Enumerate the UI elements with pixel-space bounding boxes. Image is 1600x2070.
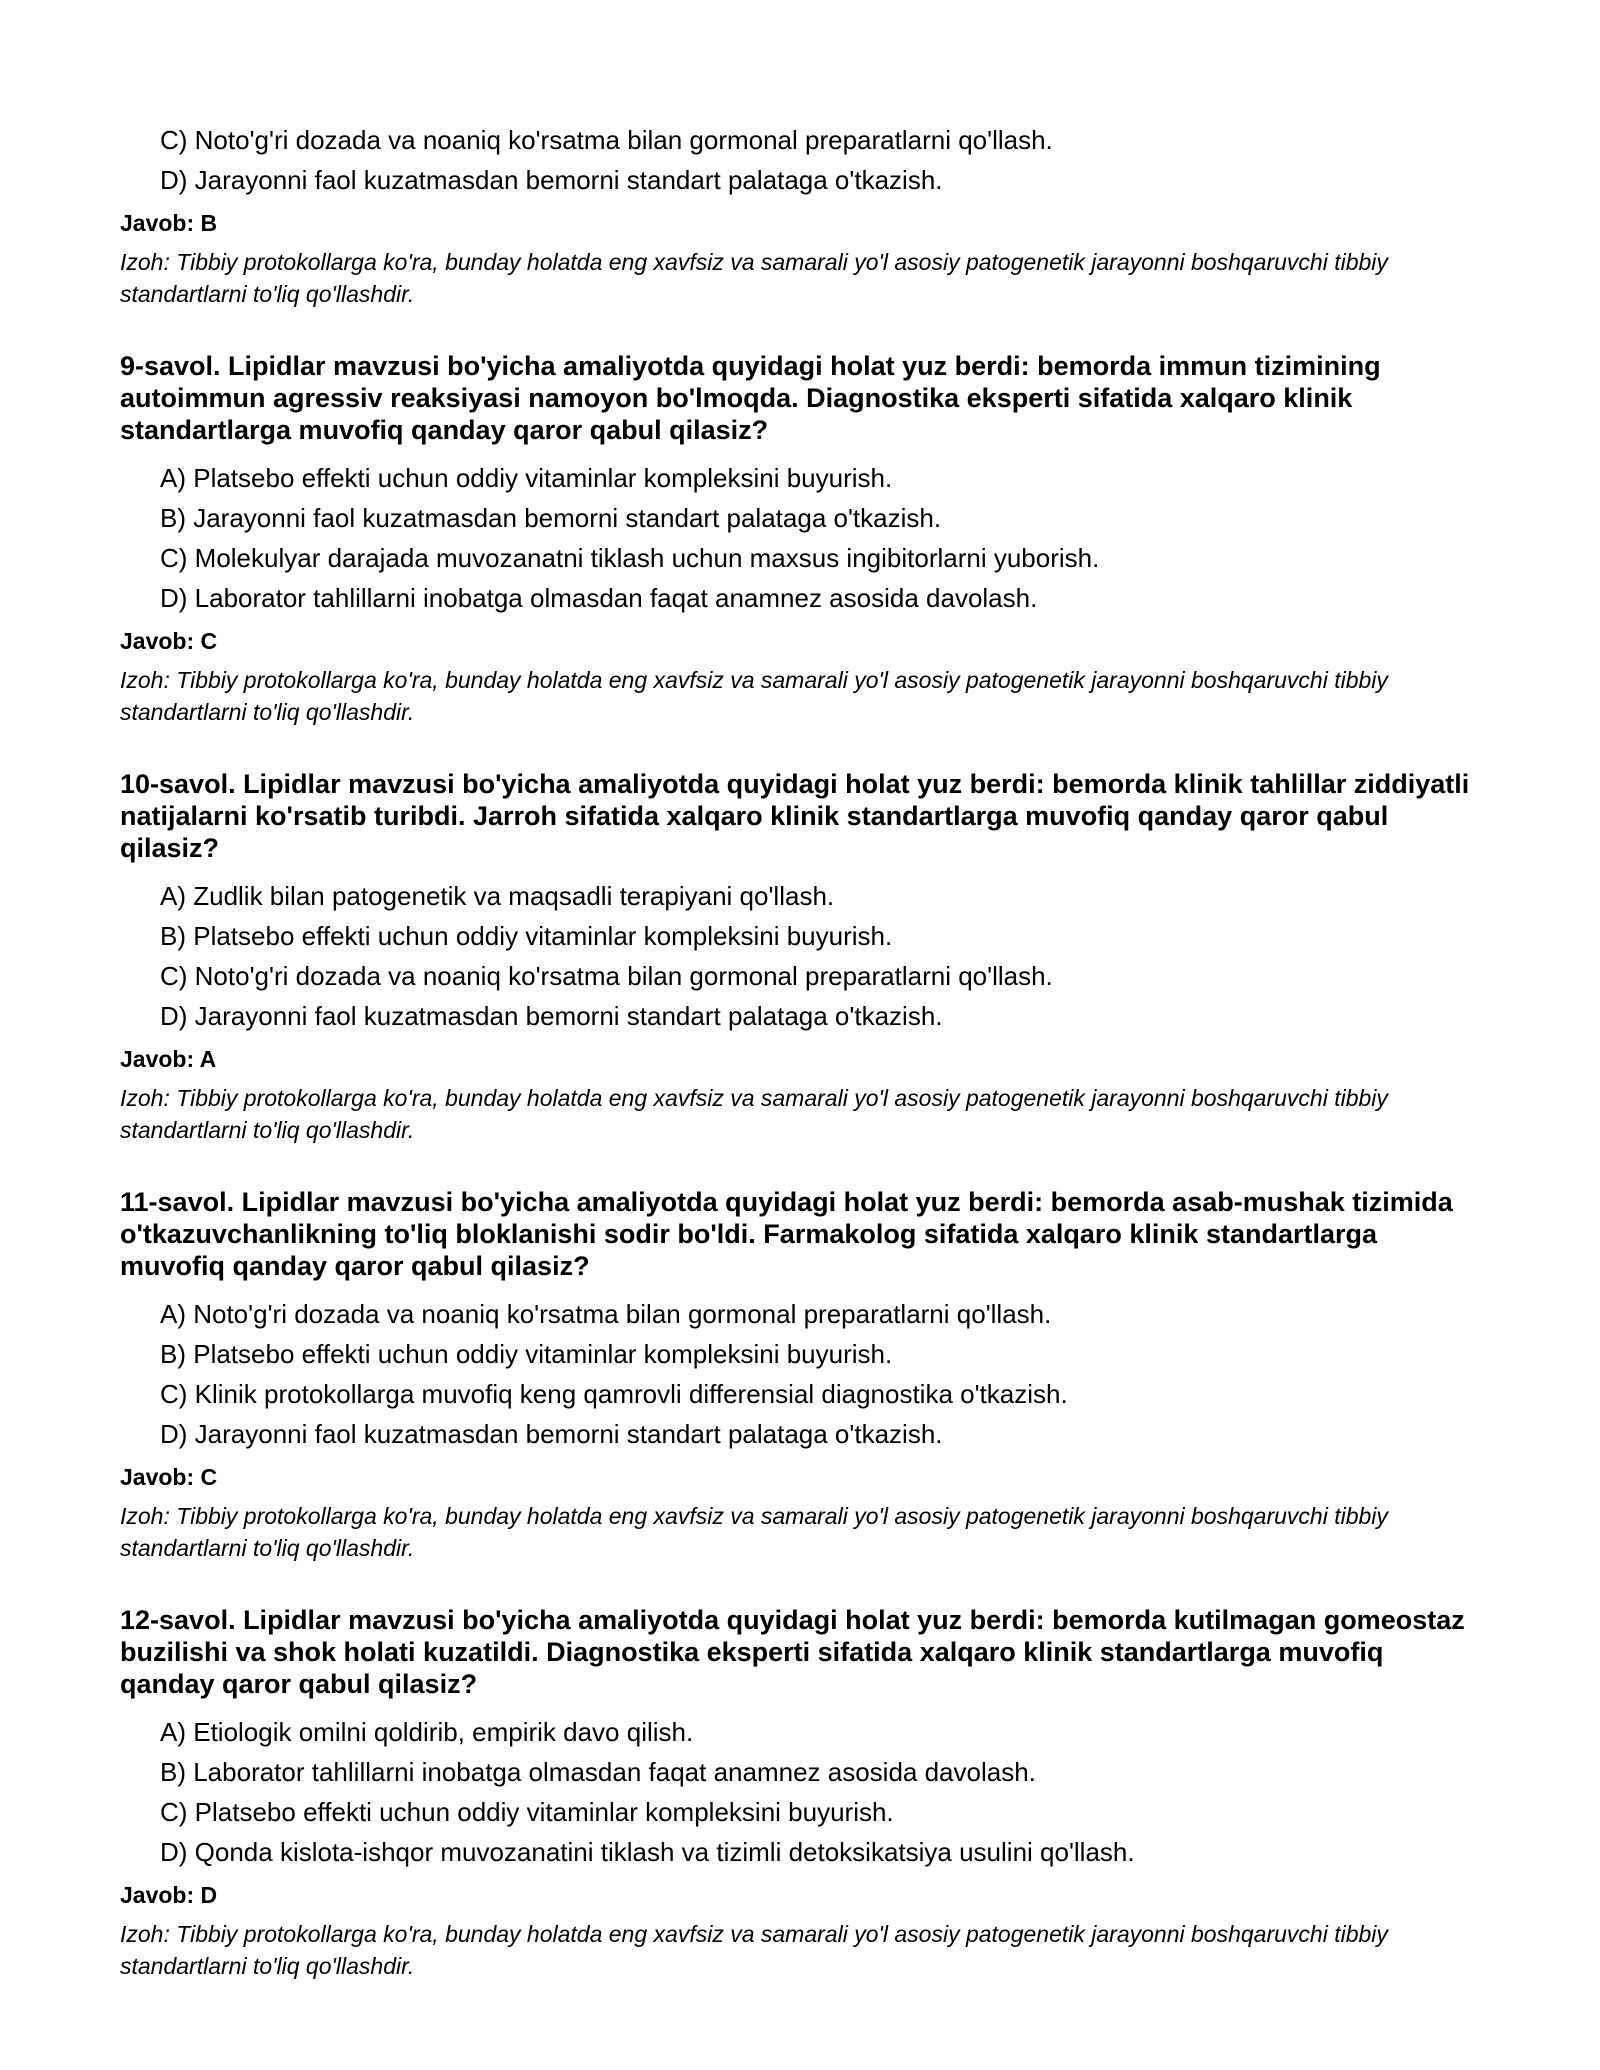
answer-label: Javob: A: [120, 1046, 217, 1072]
question-9: [120, 350, 1480, 728]
explanation-note: Izoh: Tibbiy protokollarga ko'ra, bunday holatda eng xavfsiz va samarali yo'l asosiy patogenetik jarayonni boshqaruvchi tibbiy standartlarni to'liq qo'llashdir.: [120, 1921, 1388, 1979]
option-d: D) Qonda kislota-ishqor muvozanatini tiklash va tizimli detoksikatsiya usulini qo'llash.: [160, 1837, 1135, 1867]
option-c: C) Platsebo effekti uchun oddiy vitaminlar kompleksini buyurish.: [160, 1797, 894, 1827]
option-b: B) Platsebo effekti uchun oddiy vitaminlar kompleksini buyurish.: [160, 1339, 893, 1369]
option-a: A) Noto'g'ri dozada va noaniq ko'rsatma bilan gormonal preparatlarni qo'llash.: [160, 1299, 1052, 1329]
option-b: B) Jarayonni faol kuzatmasdan bemorni standart palataga o'tkazish.: [160, 503, 942, 533]
answer-label: Javob: C: [120, 1464, 218, 1490]
answer-options: [120, 876, 1480, 1036]
question-text: 12-savol. Lipidlar mavzusi bo'yicha amaliyotda quyidagi holat yuz berdi: bemorda kutilmagan gomeostaz buzilishi va shok holati kuzatildi. Diagnostika eksperti sifatida xalqaro klinik standartlarga muvofiq qanday qaror qabul qilasiz?: [120, 1605, 1465, 1699]
option-d: D) Jarayonni faol kuzatmasdan bemorni standart palataga o'tkazish.: [160, 1001, 943, 1031]
option-a: A) Etiologik omilni qoldirib, empirik davo qilish.: [160, 1717, 694, 1747]
answer-options: [120, 458, 1480, 618]
option-d: D) Jarayonni faol kuzatmasdan bemorni standart palataga o'tkazish.: [160, 165, 943, 195]
answer-options: [120, 120, 1480, 200]
answer-options: [120, 1712, 1480, 1872]
option-a: A) Zudlik bilan patogenetik va maqsadli terapiyani qo'llash.: [160, 881, 835, 911]
option-c: C) Klinik protokollarga muvofiq keng qamrovli differensial diagnostika o'tkazish.: [160, 1379, 1068, 1409]
explanation-note: Izoh: Tibbiy protokollarga ko'ra, bunday holatda eng xavfsiz va samarali yo'l asosiy patogenetik jarayonni boshqaruvchi tibbiy standartlarni to'liq qo'llashdir.: [120, 667, 1388, 725]
option-b: B) Laborator tahlillarni inobatga olmasdan faqat anamnez asosida davolash.: [160, 1757, 1036, 1787]
answer-label: Javob: D: [120, 1882, 218, 1908]
question-11: [120, 1186, 1480, 1564]
question-12: [120, 1604, 1480, 1982]
question-10: [120, 768, 1480, 1146]
question-text: 9-savol. Lipidlar mavzusi bo'yicha amaliyotda quyidagi holat yuz berdi: bemorda immun tizimining autoimmun agressiv reaksiyasi namoyon bo'lmoqda. Diagnostika eksperti sifatida xalqaro klinik standartlarga muvofiq qanday qaror qabul qilasiz?: [120, 351, 1381, 445]
document-page: [120, 120, 1480, 1982]
option-d: D) Jarayonni faol kuzatmasdan bemorni standart palataga o'tkazish.: [160, 1419, 943, 1449]
answer-options: [120, 1294, 1480, 1454]
explanation-note: Izoh: Tibbiy protokollarga ko'ra, bunday holatda eng xavfsiz va samarali yo'l asosiy patogenetik jarayonni boshqaruvchi tibbiy standartlarni to'liq qo'llashdir.: [120, 249, 1388, 307]
option-c: C) Noto'g'ri dozada va noaniq ko'rsatma bilan gormonal preparatlarni qo'llash.: [160, 961, 1053, 991]
explanation-note: Izoh: Tibbiy protokollarga ko'ra, bunday holatda eng xavfsiz va samarali yo'l asosiy patogenetik jarayonni boshqaruvchi tibbiy standartlarni to'liq qo'llashdir.: [120, 1503, 1388, 1561]
option-a: A) Platsebo effekti uchun oddiy vitaminlar kompleksini buyurish.: [160, 463, 893, 493]
option-c: C) Molekulyar darajada muvozanatni tiklash uchun maxsus ingibitorlarni yuborish.: [160, 543, 1100, 573]
answer-label: Javob: B: [120, 210, 218, 236]
answer-label: Javob: C: [120, 628, 218, 654]
question-text: 11-savol. Lipidlar mavzusi bo'yicha amaliyotda quyidagi holat yuz berdi: bemorda asab-mushak tizimida o'tkazuvchanlikning to'liq bloklanishi sodir bo'ldi. Farmakolog sifatida xalqaro klinik standartlarga muvofiq qanday qaror qabul qilasiz?: [120, 1187, 1453, 1281]
question-8-continuation: [120, 120, 1480, 310]
option-c: C) Noto'g'ri dozada va noaniq ko'rsatma bilan gormonal preparatlarni qo'llash.: [160, 125, 1053, 155]
option-d: D) Laborator tahlillarni inobatga olmasdan faqat anamnez asosida davolash.: [160, 583, 1038, 613]
question-text: 10-savol. Lipidlar mavzusi bo'yicha amaliyotda quyidagi holat yuz berdi: bemorda klinik tahlillar ziddiyatli natijalarni ko'rsatib turibdi. Jarroh sifatida xalqaro klinik standartlarga muvofiq qanday qaror qabul qilasiz?: [120, 769, 1470, 863]
explanation-note: Izoh: Tibbiy protokollarga ko'ra, bunday holatda eng xavfsiz va samarali yo'l asosiy patogenetik jarayonni boshqaruvchi tibbiy standartlarni to'liq qo'llashdir.: [120, 1085, 1388, 1143]
option-b: B) Platsebo effekti uchun oddiy vitaminlar kompleksini buyurish.: [160, 921, 893, 951]
